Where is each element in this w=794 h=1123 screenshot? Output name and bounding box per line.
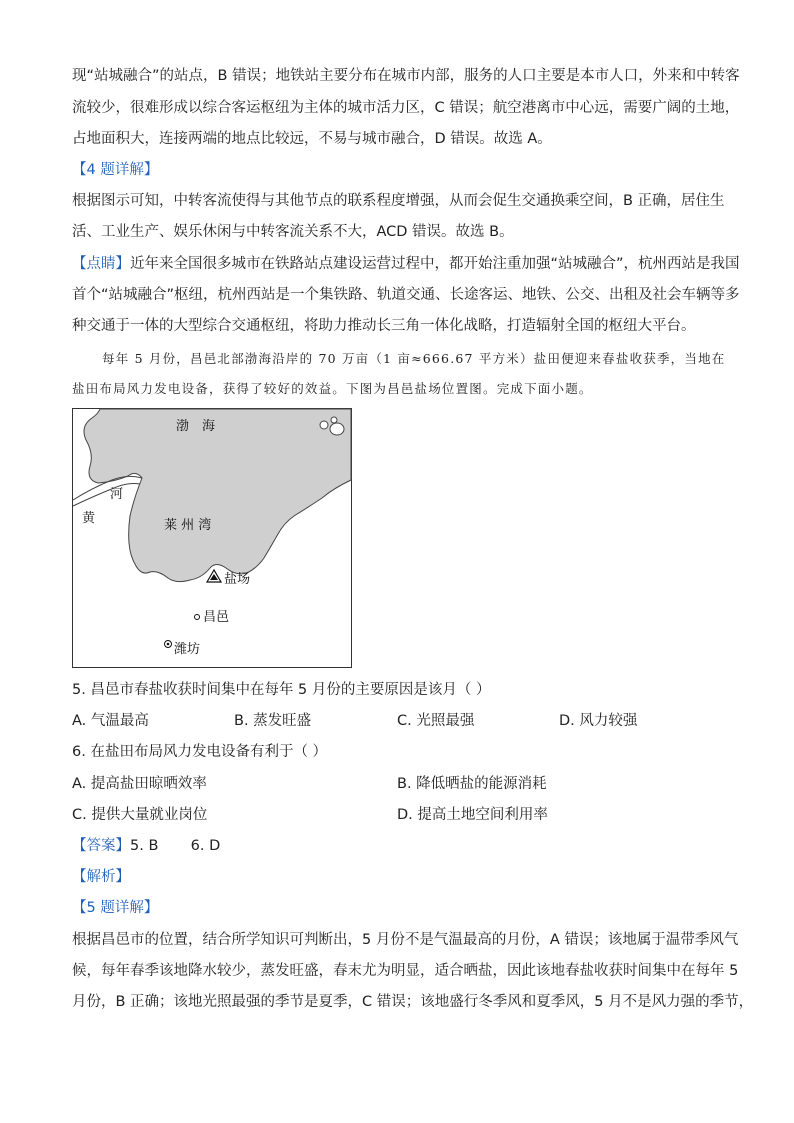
q6-option-a: A. 提高盐田晾晒效率 [72,776,207,792]
comment-line [72,254,740,274]
answer-text: 5. B 6. D [130,838,221,854]
answer-line [72,836,220,856]
paragraph-line: 根据图示可知，中转客流使得与其他节点的联系程度增强，从而会促生交通换乘空间，B 正确，居住生 [72,193,725,209]
q5-option-b: B. 蒸发旺盛 [234,713,312,729]
q5-option-a: A. 气温最高 [72,713,149,729]
island [330,423,344,435]
paragraph-line: 种交通于一体的大型综合交通枢纽，将助力推动长三角一体化战略，打造辐射全国的枢纽大平台。 [72,318,696,334]
paragraph-line: 根据昌邑市的位置，结合所学知识可判断出，5 月份不是气温最高的月份，A 错误；该地属于温带季风气 [72,932,739,948]
island [331,417,337,423]
river-label: 河 [110,487,124,502]
comment-tag: 【点睛】 [72,256,130,272]
answer-tag: 【答案】 [72,838,130,854]
q5-option-c: C. 光照最强 [397,713,475,729]
q5-option-d: D. 风力较强 [559,713,638,729]
sea-label: 渤 海 [176,419,216,434]
paragraph-line: 占地面积大，连接两端的地点比较远，不易与城市融合，D 错误。故选 A。 [72,131,552,147]
saltfield-location-map [72,408,352,668]
intro-line: 盐田布局风力发电设备，获得了较好的效益。下图为昌邑盐场位置图。完成下面小题。 [72,381,593,396]
paragraph-line: 首个“站城融合”枢纽，杭州西站是一个集铁路、轨道交通、长途客运、地铁、公交、出租及社会车辆等多 [72,287,740,303]
weifang-label: 潍坊 [174,642,201,657]
comment-text: 近年来全国很多城市在铁路站点建设运营过程中，都开始注重加强“站城融合”，杭州西站是我国 [130,256,740,272]
q4-heading: 【4 题详解】 [72,162,159,178]
intro-line: 每年 5 月份，昌邑北部渤海沿岸的 70 万亩（1 亩≈666.67 平方米）盐田便迎来春盐收获季，当地在 [102,351,726,366]
analysis-tag: 【解析】 [72,869,130,885]
paragraph-line: 现“站城融合”的站点，B 错误；地铁站主要分布在城市内部，服务的人口主要是本市人口，外来和中转客 [72,68,740,84]
paragraph-line: 月份，B 正确；该地光照最强的季节是夏季，C 错误；该地盛行冬季风和夏季风，5 月不是风力强的季节， [72,994,754,1010]
q6-option-d: D. 提高土地空间利用率 [397,807,548,823]
paragraph-line: 流较少，很难形成以综合客运枢纽为主体的城市活力区，C 错误；航空港离市中心远，需要广阔的土地， [72,100,740,116]
city-dot-icon [195,615,200,620]
q6-option-c: C. 提供大量就业岗位 [72,807,208,823]
question-6-stem: 6. 在盐田布局风力发电设备有利于（ ） [72,744,328,760]
question-5-stem: 5. 昌邑市春盐收获时间集中在每年 5 月份的主要原因是该月（ ） [72,682,491,698]
changyi-label: 昌邑 [203,610,230,625]
city-circle-icon-center [167,643,170,646]
paragraph-line: 候，每年春季该地降水较少，蒸发旺盛，春末尤为明显，适合晒盐，因此该地春盐收获时间集中在每年 5 [72,963,739,979]
q5-heading: 【5 题详解】 [72,900,159,916]
island [320,421,328,429]
q6-option-b: B. 降低晒盐的能源消耗 [397,776,547,792]
paragraph-line: 活、工业生产、娱乐休闲与中转客流关系不大，ACD 错误。故选 B。 [72,224,514,240]
saltfield-label: 盐场 [224,572,251,587]
river-label: 黄 [82,511,96,526]
bay-label: 莱 州 湾 [164,518,212,533]
